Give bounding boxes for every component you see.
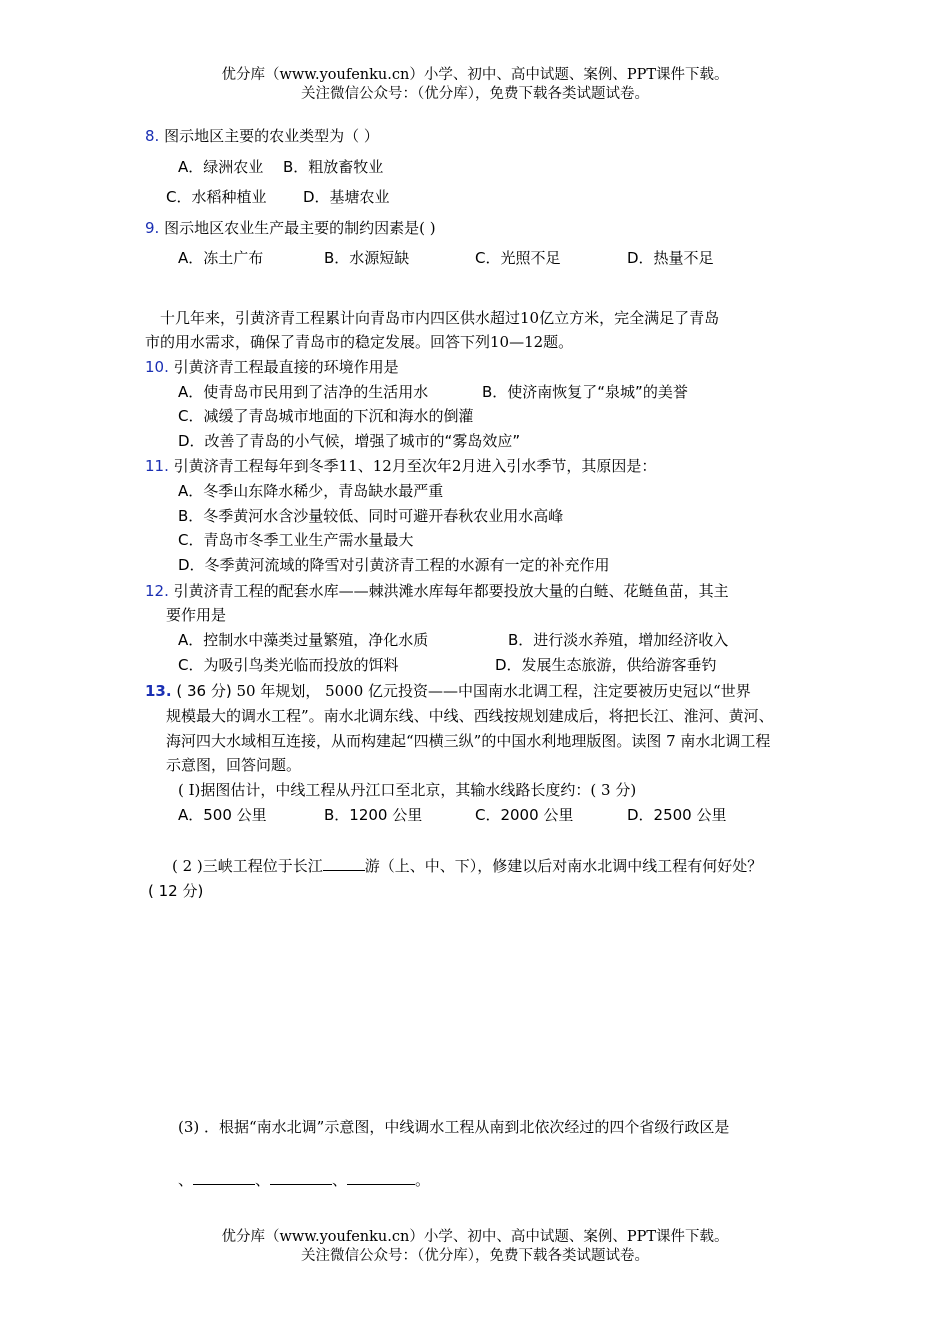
q8-option-b: B．粗放畜牧业	[283, 158, 384, 176]
q9-option-a: A．冻土广布	[178, 249, 264, 267]
q13-sub-question-3-blanks	[178, 1170, 430, 1190]
question-stem: 引黄济青工程的配套水库——棘洪滩水库每年都要投放大量的白鲢、花鲢鱼苗，其主	[173, 582, 729, 600]
question-stem: 图示地区农业生产最主要的制约因素是( )	[164, 219, 436, 237]
footer-line-1: 优分库（www.youfenku.cn）小学、初中、高中试题、案例、PPT课件下载。	[221, 1229, 729, 1245]
q13-option-b: B．1200 公里	[324, 806, 423, 824]
q9-option-d: D．热量不足	[627, 249, 714, 267]
blank-separator: 、	[178, 1171, 194, 1189]
q9-option-c: C．光照不足	[475, 249, 561, 267]
q13-stem-line-4: 示意图，回答问题。	[166, 756, 302, 774]
question-score: ( 36 分)	[176, 682, 232, 700]
header-line-1: 优分库（www.youfenku.cn）小学、初中、高中试题、案例、PPT课件下载。	[221, 67, 729, 83]
q11-option-d: D．冬季黄河流域的降雪对引黄济青工程的水源有一定的补充作用	[178, 556, 610, 574]
footer-line-2: 关注微信公众号：（优分库），免费下载各类试题试卷。	[301, 1248, 649, 1264]
q13-sub-question-2-score: ( 12 分)	[148, 882, 204, 900]
question-stem: 图示地区主要的农业类型为（ ）	[164, 127, 379, 145]
q13-option-c: C．2000 公里	[475, 806, 574, 824]
question-number: 13.	[145, 682, 172, 700]
question-13	[145, 681, 751, 701]
q10-option-d: D．改善了青岛的小气候，增强了城市的“雾岛效应”	[178, 432, 521, 450]
q13-option-a: A．500 公里	[178, 806, 267, 824]
blank-separator: 、	[255, 1171, 271, 1189]
passage-line-1: 十几年来，引黄济青工程累计向青岛市内四区供水超过10亿立方米，完全满足了青岛	[160, 309, 720, 327]
question-stem: 引黄济青工程最直接的环境作用是	[173, 358, 399, 376]
q10-option-b: B．使济南恢复了“泉城”的美誉	[482, 383, 688, 401]
q11-option-a: A．冬季山东降水稀少，青岛缺水最严重	[178, 482, 444, 500]
q13-stem-line-3: 海河四大水域相互连接，从而构建起“四横三纵”的中国水利地理版图。读图 7 南水北调工程	[166, 732, 771, 750]
question-12	[145, 581, 729, 601]
q12-option-d: D．发展生态旅游，供给游客垂钓	[495, 656, 717, 674]
q10-option-a: A．使青岛市民用到了洁净的生活用水	[178, 383, 429, 401]
q8-option-c: C．水稻种植业	[166, 188, 267, 206]
answer-blank-2[interactable]	[270, 1170, 332, 1185]
question-number: 12.	[145, 582, 169, 600]
q13-option-d: D．2500 公里	[627, 806, 727, 824]
q12-option-c: C．为吸引鸟类光临而投放的饵料	[178, 656, 399, 674]
question-number: 11.	[145, 457, 169, 475]
question-stem: 引黄济青工程每年到冬季11、12月至次年2月进入引水季节，其原因是：	[173, 457, 657, 475]
q13-sub-question-3: (3) ．根据“南水北调”示意图，中线调水工程从南到北依次经过的四个省级行政区是	[178, 1118, 730, 1136]
sentence-end: 。	[415, 1171, 431, 1189]
answer-blank[interactable]	[323, 856, 365, 871]
q12-stem-line-2: 要作用是	[166, 606, 227, 624]
q10-option-c: C．减缓了青岛城市地面的下沉和海水的倒灌	[178, 407, 474, 425]
q13-sub-question-1: ( Ⅰ)据图估计，中线工程从丹江口至北京，其输水线路长度约：( 3 分)	[178, 781, 637, 799]
q9-option-b: B．水源短缺	[324, 249, 410, 267]
q8-option-d: D．基塘农业	[303, 188, 390, 206]
passage-line-2: 市的用水需求，确保了青岛市的稳定发展。回答下列10—12题。	[145, 333, 574, 351]
question-number: 10.	[145, 358, 169, 376]
header-line-2: 关注微信公众号：（优分库），免费下载各类试题试卷。	[301, 86, 649, 102]
answer-blank-3[interactable]	[347, 1170, 415, 1185]
answer-blank-1[interactable]	[193, 1170, 255, 1185]
q11-option-c: C．青岛市冬季工业生产需水量最大	[178, 531, 414, 549]
q13-sub-question-2	[172, 856, 762, 876]
sub-question-2-suffix: 游（上、中、下），修建以后对南水北调中线工程有何好处？	[364, 857, 763, 875]
question-9	[145, 218, 436, 238]
question-8	[145, 126, 379, 146]
question-number: 9.	[145, 219, 160, 237]
question-10	[145, 357, 399, 377]
question-stem: 50 年规划， 5000 亿元投资——中国南水北调工程，注定要被历史冠以“世界	[236, 682, 751, 700]
q13-stem-line-2: 规模最大的调水工程”。南水北调东线、中线、西线按规划建成后，将把长江、淮河、黄河、	[166, 707, 774, 725]
sub-question-2-prefix: ( 2 )三峡工程位于长江	[172, 857, 323, 875]
q12-option-b: B．进行淡水养殖，增加经济收入	[508, 631, 729, 649]
question-number: 8.	[145, 127, 160, 145]
q8-option-a: A．绿洲农业	[178, 158, 264, 176]
q11-option-b: B．冬季黄河水含沙量较低、同时可避开春秋农业用水高峰	[178, 507, 564, 525]
q12-option-a: A．控制水中藻类过量繁殖，净化水质	[178, 631, 429, 649]
question-11	[145, 456, 656, 476]
blank-separator: 、	[332, 1171, 348, 1189]
